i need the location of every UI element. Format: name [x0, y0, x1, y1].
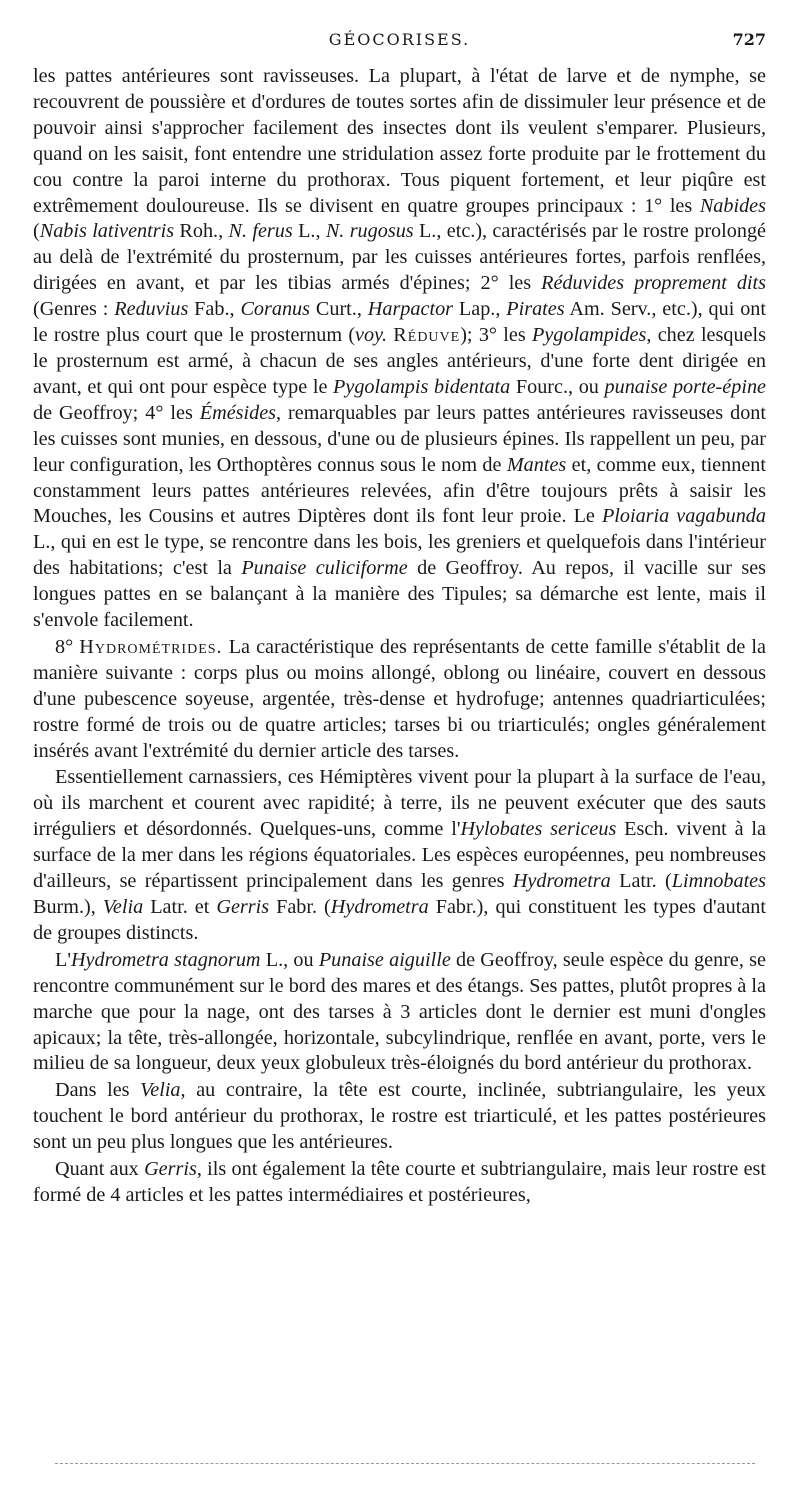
paragraph — [33, 1078, 766, 1156]
text-run: de Geoffroy; 4° les — [33, 401, 200, 424]
italic-term: Velia — [102, 896, 144, 918]
footer-rule — [55, 1463, 755, 1464]
italic-term: N. ferus — [228, 220, 293, 243]
italic-term: Velia — [140, 1079, 181, 1102]
text-run: Essentiellement carnassiers, ces Hémiptères vivent pour la plupart à la surface de l'eau, où ils marchent et courent avec rapidité; à terre, ils ne peuvent exécuter que des sauts irréguliers et désordonnés. Quelques-uns, comme l' — [33, 766, 766, 841]
text-run: , chez lesquels le prosternum est armé, à chacun de ses angles antérieurs, d'une forte dent dirigée en avant, et qui ont pour espèce type le — [33, 324, 766, 398]
text-run: , au contraire, la tête est courte, inclinée, subtriangulaire, les yeux touchent le bord antérieur du prothorax, le rostre est triarticulé, et les pattes postérieures sont un peu plus longues que les antérieures. — [33, 1079, 766, 1154]
italic-term: Harpactor — [367, 298, 454, 321]
italic-term: Nabides — [699, 194, 766, 217]
text-run: Latr. ( — [610, 870, 672, 893]
text-run: les pattes antérieures sont ravisseuses. La plupart, à l'état de larve et de nymphe, se recouvrent de poussière et d'ordures de toutes sortes afin de dissimuler leur présence et de pouvoir ainsi s'approcher facilement des insectes dont ils veulent s'emparer. Plusieurs, quand on les saisit, font entendre une stridulation assez forte produite par le frottement du cou contre la paroi interne du prothorax. Tous piquent fortement, et leur piqûre est extrêmement douloureuse. Ils se divisent en quatre groupes principaux : 1° les — [33, 65, 766, 217]
italic-term: Coranus — [240, 298, 311, 321]
text-run: 8° — [55, 635, 80, 658]
italic-term: voy. — [355, 324, 387, 347]
paragraph — [33, 948, 766, 1078]
text-run: L., etc.), caractérisés par le rostre prolongé au delà de l'extrémité du prosternum, par les cuisses antérieures fortes, parfois renflées, dirigées en avant, et par les tibias armés d'épines; 2° les — [33, 220, 766, 295]
italic-term: Hydrometra stagnorum — [70, 948, 261, 971]
text-run: L., ou — [260, 948, 319, 971]
text-run: de Geoffroy. Au repos, il vacille sur ses longues pattes en se balançant à la manière des Tipules; sa démarche est lente, mais il s'envole facilement. — [33, 557, 767, 632]
text-run: Fab., — [188, 298, 241, 321]
text-run: Quant aux — [55, 1158, 145, 1181]
text-run: Burm.), — [33, 896, 103, 918]
text-run: L' — [55, 948, 71, 971]
text-run: Latr. et — [143, 896, 217, 918]
text-run: , remarquables par leurs pattes antérieures ravisseuses dont les cuisses sont munies, en dessous, d'une ou de plusieurs épines. Ils rappellent un peu, par leur configuration, les Orthoptères connus sous le nom de — [33, 401, 766, 476]
text-run: de Geoffroy, seule espèce du genre, se rencontre communément sur le bord des mares et des étangs. Ses pattes, plutôt propres à la marche que pour la nage, ont des tarses à 3 articles dont le dernier est muni d'ongles apicaux; la tête, très-allongée, horizontale, subcylindrique, renflée en avant, porte, vers le milieu de sa longueur, deux yeux globuleux très-éloignés du bord antérieur du prothorax. — [33, 948, 766, 1075]
italic-term: Émésides — [199, 401, 277, 424]
text-run: Fabr.), qui constituent les types d'autant de groupes distincts. — [33, 896, 766, 944]
running-header — [33, 30, 766, 60]
italic-term: Hydrometra — [330, 896, 429, 918]
text-run: Esch. vivent à la surface de la mer dans les régions équatoriales. Les espèces européennes, peu nombreuses d'ailleurs, se répartissent principalement dans les genres — [33, 818, 766, 893]
italic-term: Ploiaria vagabunda — [601, 505, 766, 528]
text-run: et, comme eux, tiennent constamment leurs pattes antérieures relevées, afin d'être toujours prêts à saisir les Mouches, les Cousins et autres Diptères dont ils font leur proie. Le — [33, 453, 766, 528]
text-run: L., — [292, 220, 326, 243]
italic-term: Mantes — [506, 453, 567, 476]
text-run: Lap., — [453, 298, 507, 321]
italic-term: Pygolampis bidentata — [333, 375, 511, 398]
small-caps-term: Réduve — [393, 324, 461, 347]
italic-term: Hydrometra — [512, 870, 611, 893]
paragraph — [33, 64, 766, 634]
italic-term: punaise porte-épine — [604, 375, 766, 398]
body-text — [33, 64, 766, 1209]
italic-term: Limnobates — [671, 870, 766, 893]
italic-term: Nabis lativentris — [39, 220, 175, 243]
text-run: Fabr. ( — [269, 896, 331, 918]
paragraph — [33, 765, 766, 946]
page-number: 727 — [732, 30, 766, 49]
page — [33, 30, 766, 1209]
italic-term: Gerris — [144, 1158, 197, 1181]
italic-term: Pirates — [506, 298, 565, 321]
paragraph — [33, 1157, 766, 1209]
text-run: , ils ont également la tête courte et subtriangulaire, mais leur rostre est formé de 4 articles et les pattes intermédiaires et postérieures, — [33, 1158, 767, 1206]
text-run: Fourc., ou — [510, 375, 605, 398]
text-run: (Genres : — [33, 298, 115, 321]
italic-term: Hylobates sericeus — [460, 818, 617, 841]
text-run: Am. Serv., etc.), qui ont le rostre plus court que le prosternum ( — [33, 298, 767, 347]
text-run: L., qui en est le type, se rencontre dans les bois, les greniers et quelquefois dans l'intérieur des habitations; c'est la — [33, 531, 766, 580]
running-title: GÉOCORISES. — [328, 30, 471, 49]
text-run: La caractéristique des représentants de cette famille s'établit de la manière suivante : corps plus ou moins allongé, oblong ou linéaire, couvert en dessous d'une pubescence soyeuse, argentée, très-dense et hydrofuge; antennes quadriarticulées; rostre formé de trois ou de quatre articles; tarses bi ou triarticulés; ongles généralement insérés avant l'extrémité du dernier article des tarses. — [33, 635, 766, 762]
italic-term: N. rugosus — [325, 220, 414, 243]
text-run: ); 3° les — [460, 324, 532, 347]
text-run: Curt., — [310, 298, 368, 321]
italic-term: Réduvides proprement dits — [541, 272, 766, 295]
italic-term: Pygolampides — [531, 324, 647, 347]
text-run: Dans les — [55, 1079, 141, 1102]
text-run: Roh., — [174, 220, 229, 243]
italic-term: Gerris — [216, 896, 270, 918]
italic-term: Reduvius — [114, 298, 189, 321]
small-caps-term: Hydrométrides. — [79, 635, 223, 658]
text-run: ( — [33, 220, 40, 243]
paragraph — [33, 635, 766, 765]
italic-term: Punaise culiciforme — [241, 557, 408, 580]
italic-term: Punaise aiguille — [318, 948, 451, 971]
